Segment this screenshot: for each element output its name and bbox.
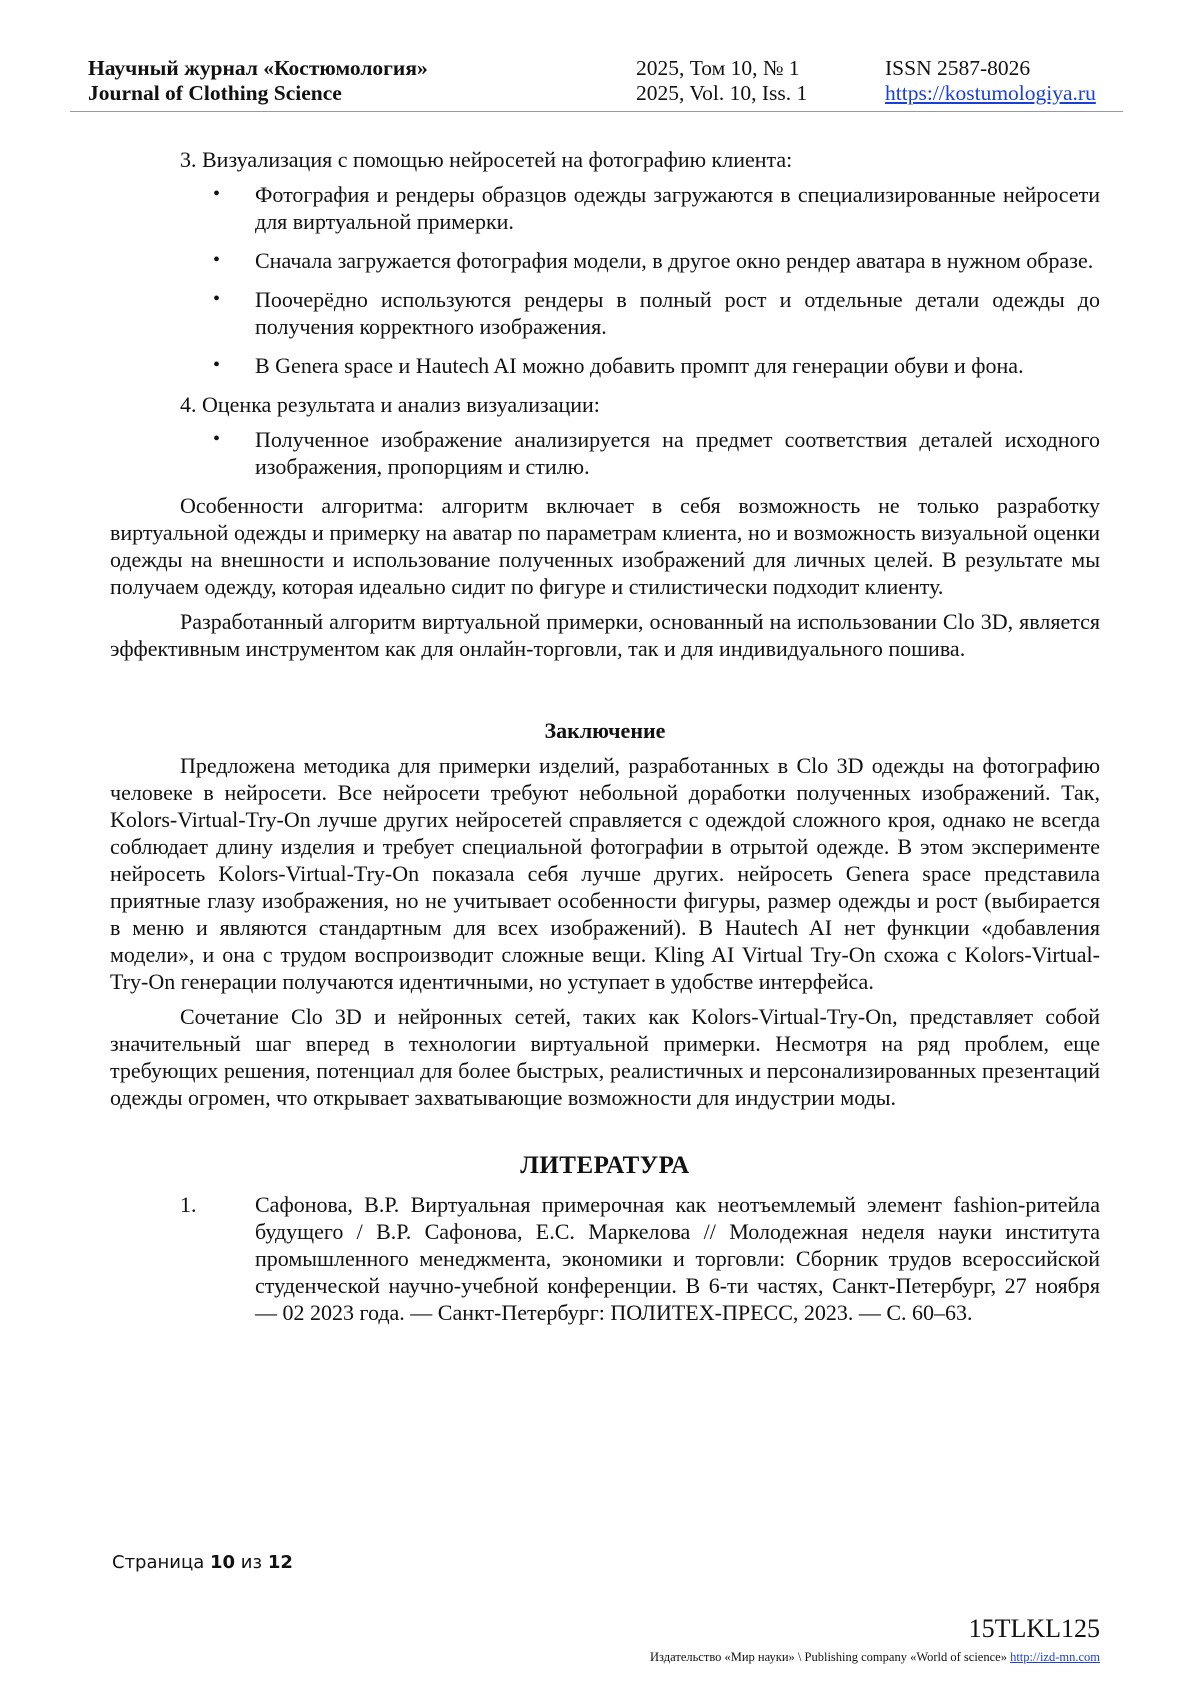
journal-name-ru: Научный журнал «Костюмология» [88,56,428,80]
article-code: 15TLKL125 [968,1614,1100,1643]
page-current: 10 [210,1552,236,1573]
header-row-en [88,81,1123,106]
conclusion-paragraph: Предложена методика для примерки изделий, разработанных в Clo 3D одежды на фотографию человеке в нейросети. Все нейросети требуют небольной доработки полученных изображений. Так, Kolors-Virtual-Try-On лучше других нейросетей справляется с одеждой сложного кроя, однако не всегда соблюдает длину изделия и требует специальной фотографии в отрытой одежде. В этом эксперименте нейросеть Kolors-Virtual-Try-On показала себя лучше других. нейросеть Genera space представила приятные глазу изображения, но не учитывает особенности фигуры, размер одежды и рост (выбирается в меню и являются стандартным для всех изображений). В Hautech AI нет функции «добавления модели», и она с трудом воспроизводит сложные вещи. Kling AI Virtual Try-On схожа с Kolors-Virtual-Try-On генерации получаются идентичными, но уступает в удобстве интерфейса. [110,753,1101,994]
section-title-conclusion: Заключение [544,718,666,743]
list-item: • В Genera space и Hautech AI можно добавить промпт для генерации обуви и фона. [110,352,1100,379]
step-heading: 3. Визуализация с помощью нейросетей на фотографию клиента: [180,147,793,172]
publisher-line [650,1650,1100,1665]
reference-item [110,1191,1100,1326]
list-item: • Полученное изображение анализируется на предмет соответствия деталей исходного изображения, пропорциям и стилю. [110,426,1100,480]
issue-en: 2025, Vol. 10, Iss. 1 [636,81,808,105]
publisher-url-link[interactable]: http://izd-mn.com [1010,1650,1100,1664]
article-body [110,146,1100,1326]
page-total: 12 [267,1552,293,1573]
header-row-ru [88,56,1123,81]
journal-header [88,56,1123,106]
reference-number: 1. [180,1192,197,1217]
body-paragraph: Особенности алгоритма: алгоритм включает в себя возможность не только разработку виртуальной одежды и примерку на аватар по параметрам клиента, но и возможность визуальной оценки одежды на внешности и использование полученных изображений для личных целей. В результате мы получаем одежду, которая идеально сидит по фигуре и стилистически подходит клиенту. [110,493,1100,599]
step-heading: 4. Оценка результата и анализ визуализации: [180,392,600,417]
journal-name-en: Journal of Clothing Science [88,81,342,105]
bullet-list [110,426,1100,480]
publisher-name: Издательство «Мир науки» \ Publishing company «World of science» [650,1650,1007,1664]
issue-ru: 2025, Том 10, № 1 [636,56,800,80]
section-title-references: ЛИТЕРАТУРА [520,1152,690,1179]
page-separator: из [240,1552,263,1573]
header-divider [70,111,1123,112]
list-item: • Сначала загружается фотография модели, в другое окно рендер аватара в нужном образе. [110,247,1100,274]
page-prefix: Страница [112,1552,205,1573]
body-paragraph: Разработанный алгоритм виртуальной примерки, основанный на использовании Clo 3D, является эффективным инструментом как для онлайн-торговли, так и для индивидуального пошива. [110,609,1100,661]
reference-text: Сафонова, В.Р. Виртуальная примерочная как неотъемлемый элемент fashion-ритейла будущего / В.Р. Сафонова, Е.С. Маркелова // Молодежная неделя науки института промышленного менеджмента, экономики и торговли: Сборник трудов всероссийской студенческой научно-учебной конференции. В 6-ти частях, Санкт-Петербург, 27 ноября — 02 2023 года. — Санкт-Петербург: ПОЛИТЕХ-ПРЕСС, 2023. — С. 60–63. [255,1192,1100,1325]
conclusion-paragraph: Сочетание Clo 3D и нейронных сетей, таких как Kolors-Virtual-Try-On, представляет собой значительный шаг вперед в технологии виртуальной примерки. Несмотря на ряд проблем, еще требующих решения, потенциал для более быстрых, реалистичных и персонализированных презентаций одежды огромен, что открывает захватывающие возможности для индустрии моды. [110,1004,1100,1110]
bullet-list [110,181,1100,379]
issn: ISSN 2587-8026 [885,56,1031,80]
journal-url-link[interactable]: https://kostumologiya.ru [885,81,1096,105]
page-counter [112,1552,293,1573]
list-item: • Фотография и рендеры образцов одежды загружаются в специализированные нейросети для виртуальной примерки. [110,181,1100,235]
list-item: • Поочерёдно используются рендеры в полный рост и отдельные детали одежды до получения корректного изображения. [110,286,1100,340]
